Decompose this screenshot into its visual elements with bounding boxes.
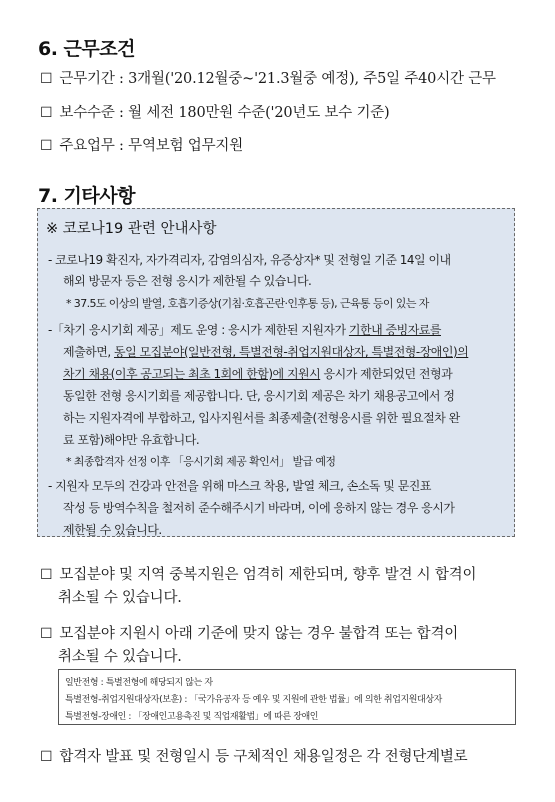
notice-line: 작성 등 방역수칙을 철저히 준수해주시기 바라며, 이에 응하지 않는 경우 응시가 [63, 501, 455, 515]
work-period-item [40, 67, 496, 88]
criteria-line: 일반전형 : 특별전형에 해당되지 않는 자 [65, 678, 213, 688]
notice-line: 제한될 수 있습니다. [63, 523, 162, 537]
notice-line: 해외 방문자 등은 전형 응시가 제한될 수 있습니다. [63, 274, 312, 288]
checkbox-icon: ☐ [40, 71, 53, 87]
section-7-title: 7. 기타사항 [38, 185, 135, 207]
main-duty-text: 주요업무 : 무역보험 업무지원 [59, 138, 244, 154]
salary-item [40, 101, 390, 122]
checkbox-icon: ☐ [40, 626, 53, 642]
corona-notice-title: ※ 코로나19 관련 안내사항 [46, 221, 217, 237]
checkbox-icon: ☐ [40, 138, 53, 154]
checkbox-icon: ☐ [40, 749, 53, 765]
corona-notice-box [37, 208, 515, 537]
duplicate-apply-item [40, 563, 476, 584]
criteria-line: 특별전형-취업지원대상자(보훈) : 「국가유공자 등 예우 및 지원에 관한 법률」에 의한 취업지원대상자 [65, 695, 442, 705]
schedule-item [40, 745, 467, 766]
notice-line: 료 포함)해야만 유효합니다. [63, 433, 200, 447]
criteria-item [40, 622, 458, 643]
criteria-line: 특별전형-장애인 : 「장애인고용촉진 및 직업재활법」에 따른 장애인 [65, 712, 319, 722]
checkbox-icon: ☐ [40, 567, 53, 583]
notice-line: 제출하면, 동일 모집분야(일반전형, 특별전형-취업지원대상자, 특별전형-장애인)의 [63, 345, 469, 359]
notice-line: - 코로나19 확진자, 자가격리자, 감염의심자, 유증상자* 및 전형일 기준 14일 이내 [48, 253, 451, 267]
work-period-text: 근무기간 : 3개월('20.12월중~'21.3월중 예정), 주5일 주40시간 근무 [59, 71, 496, 87]
salary-text: 보수수준 : 월 세전 180만원 수준('20년도 보수 기준) [59, 105, 390, 121]
notice-line: 하는 지원자격에 부합하고, 입사지원서를 최종제출(전형응시를 위한 필요절차 완 [63, 411, 460, 425]
notice-line: -「차기 응시기회 제공」제도 운영 : 응시가 제한된 지원자가 기한내 증빙자료를 [48, 323, 441, 337]
checkbox-icon: ☐ [40, 105, 53, 121]
notice-footnote: * 37.5도 이상의 발열, 호흡기증상(기침·호흡곤란·인후통 등), 근육통 등이 있는 자 [66, 297, 429, 310]
notice-line: 차기 채용(이후 공고되는 최초 1회에 한함)에 지원시 응시가 제한되었던 전형과 [63, 367, 453, 381]
main-duty-item [40, 134, 243, 155]
criteria-box [58, 669, 516, 725]
section-6-title: 6. 근무조건 [38, 38, 135, 60]
duplicate-apply-item-cont: 취소될 수 있습니다. [58, 590, 182, 606]
notice-line: 동일한 전형 응시기회를 제공합니다. 단, 응시기회 제공은 차기 채용공고에서 정 [63, 389, 455, 403]
item-text: 모집분야 지원시 아래 기준에 맞지 않는 경우 불합격 또는 합격이 [59, 626, 459, 642]
notice-line: - 지원자 모두의 건강과 안전을 위해 마스크 착용, 발열 체크, 손소독 및 문진표 [48, 479, 431, 493]
notice-footnote: * 최종합격자 선정 이후 「응시기회 제공 확인서」 발급 예정 [66, 455, 336, 468]
item-text: 합격자 발표 및 전형일시 등 구체적인 채용일정은 각 전형단계별로 [59, 749, 468, 765]
criteria-item-cont: 취소될 수 있습니다. [58, 649, 182, 665]
item-text: 모집분야 및 지역 중복지원은 엄격히 제한되며, 향후 발견 시 합격이 [59, 567, 477, 583]
